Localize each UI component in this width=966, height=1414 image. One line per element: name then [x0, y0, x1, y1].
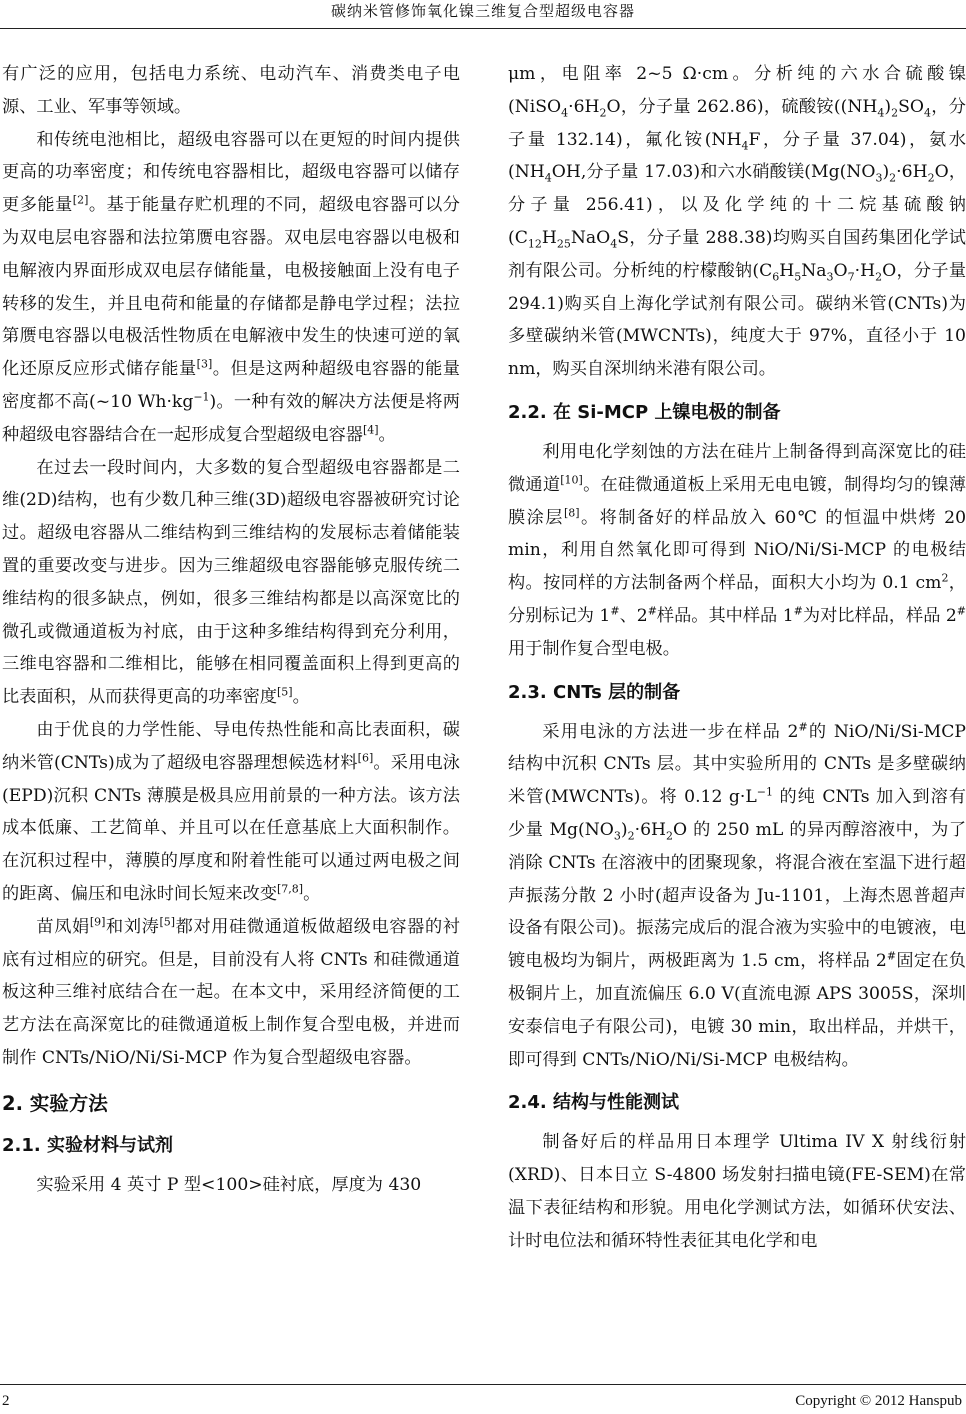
text: OH,分子量 17.03)和六水硝酸镁(Mg(NO [551, 162, 876, 183]
subscript: 12 [527, 237, 542, 251]
text: μm，电阻率 2~5 Ω·cm。分析纯的六水合硫酸镍(NiSO [508, 64, 966, 117]
text: 由于优良的力学性能、导电传热性能和高比表面积，碳纳米管(CNTs)成为了超级电容器理想候选材料 [2, 719, 460, 773]
superscript: # [798, 719, 808, 733]
text: O，分子量 262.86)，硫酸铵((NH [606, 96, 878, 117]
citation[interactable]: [10] [560, 473, 583, 487]
text: O 的 250 mL 的异丙醇溶液中，为了消除 CNTs 在溶液中的团聚现象，将混合液在室温下进行超声振荡分散 2 小时(超声设备为 Ju-1101，上海杰恩普超声设备有限公司)。振荡完成后的混合液为实验中的电镀液，电镀电极均为铜片，两极距离为 1.5 cm，将样品 2 [508, 819, 966, 972]
subscript: 2 [666, 829, 673, 843]
paragraph [2, 911, 460, 1075]
text: 和传统电池相比，超级电容器可以在更短的时间内提供更高的功率密度；和传统电容器相比，超级电容器可以储存更多能量 [2, 129, 460, 216]
subscript: 2 [599, 106, 607, 120]
text: 利用电化学刻蚀的方法在硅片上制备得到高深宽比的硅微通道 [508, 441, 966, 495]
running-header [0, 0, 966, 30]
text: SO [898, 96, 924, 117]
text: ) [620, 819, 628, 840]
text: ·H [854, 260, 876, 281]
citation[interactable]: [4] [362, 423, 379, 437]
text: O，分子量 294.1)购买自上海化学试剂有限公司。碳纳米管(CNTs)为多壁碳纳米管(MWCNTs)，纯度大于 97%，直径小于 10 nm，购买自深圳纳米港有限公司。 [508, 260, 966, 380]
subsection-heading: 2.4. 结构与性能测试 [508, 1092, 679, 1114]
subsection-heading: 2.1. 实验材料与试剂 [2, 1134, 173, 1156]
superscript: # [793, 604, 803, 618]
text: ·6H [896, 162, 928, 183]
subscript: 4 [877, 106, 885, 120]
section-heading: 2. 实验方法 [2, 1091, 108, 1115]
citation[interactable]: [3] [196, 357, 213, 371]
paragraph [508, 716, 966, 1077]
subscript: 2 [627, 829, 635, 843]
text: Na [801, 260, 827, 281]
paragraph [508, 1126, 966, 1257]
text: )。一种有效的解决方法便是将两种超级电容器结合在一起形成复合型超级电容器 [2, 391, 460, 445]
text: F，分子量 37.04)，氨水(NH [508, 129, 966, 183]
text: 苗凤娟 [36, 916, 90, 937]
citation[interactable]: [2] [72, 193, 89, 207]
paragraph [2, 1169, 460, 1202]
copyright-notice: Copyright © 2012 Hanspub [795, 1393, 962, 1409]
text: H [779, 260, 795, 281]
subscript: 4 [561, 106, 569, 120]
subscript: 2 [875, 270, 883, 284]
citation[interactable]: [6] [357, 751, 374, 764]
running-title: 碳纳米管修饰氧化镍三维复合型超级电容器 [330, 2, 635, 20]
citation[interactable]: [5] [159, 914, 176, 928]
text: 用于制作复合型电极。 [508, 638, 680, 659]
text: ·6H [568, 96, 600, 117]
text: 。采用电泳(EPD)沉积 CNTs 薄膜是极具应用前景的一种方法。该方法成本低廉、工艺简单、并且可以在任意基底上大面积制作。在沉积过程中，薄膜的厚度和附着性能可以通过两电极之间的距离、偏压和电泳时间长短来改变 [2, 752, 460, 904]
text: 有广泛的应用，包括电力系统、电动汽车、消费类电子电源、工业、军事等领域。 [2, 64, 460, 117]
page-number: 2 [2, 1393, 10, 1409]
subscript: 2 [927, 171, 935, 185]
superscript: 2 [941, 571, 949, 585]
text: 制备好后的样品用日本理学 Ultima IV X 射线衍射(XRD)、日本日立 S-4800 场发射扫描电镜(FE-SEM)在常温下表征结构和形貌。用电化学测试方法，如循环伏安法、计时电位法和循环特性表征其电化学和电 [508, 1132, 966, 1251]
footer-divider [0, 1384, 966, 1385]
paragraph [508, 58, 966, 386]
text: 。 [303, 883, 321, 904]
paragraph [2, 124, 460, 452]
text: NaO [570, 227, 611, 248]
text: 。 [292, 687, 310, 708]
citation[interactable]: [7,8] [277, 882, 304, 896]
text: 、2 [619, 605, 648, 626]
subscript: 3 [826, 270, 834, 284]
text: ) [884, 96, 892, 117]
text: ，分别标记为 1 [508, 573, 966, 626]
subscript: 3 [875, 171, 883, 185]
citation[interactable]: [9] [89, 914, 106, 928]
paragraph [2, 714, 460, 911]
subscript: 4 [923, 106, 931, 120]
text: 。 [378, 424, 396, 445]
paragraph [2, 58, 460, 124]
subsection-heading: 2.2. 在 Si-MCP 上镍电极的制备 [508, 401, 781, 423]
text: 。将制备好的样品放入 60℃ 的恒温中烘烤 20 min，利用自然氧化即可得到 NiO/Ni/Si-MCP 的电极结构。按同样的方法制备两个样品，面积大小均为 0.1 cm [508, 507, 966, 594]
superscript: −1 [193, 390, 210, 404]
text: ，分子量 132.14)，氟化铵(NH [508, 96, 966, 150]
subscript: 2 [889, 171, 897, 185]
subscript: 6 [772, 270, 780, 284]
text: ) [882, 162, 890, 183]
subscript: 2 [891, 106, 899, 120]
text: 样品。其中样品 1 [656, 605, 794, 626]
paragraph [2, 452, 460, 714]
text: 采用电泳的方法进一步在样品 2 [542, 721, 799, 742]
citation[interactable]: [5] [277, 685, 293, 699]
superscript: # [610, 604, 620, 618]
right-column [508, 58, 966, 1258]
text: 。在硅微通道板上采用无电电镀，制得均匀的镍薄膜涂层 [508, 474, 966, 528]
text: 。但是这两种超级电容器的能量密度都不高(~10 Wh·kg [2, 359, 460, 412]
subscript: 3 [613, 829, 621, 843]
subscript: 5 [794, 270, 802, 284]
subscript: 4 [741, 139, 749, 153]
text: 。基于能量存贮机理的不同，超级电容器可以分为双电层电容器和法拉第赝电容器。双电层电容器以电极和电解液内界面形成双电层存储能量，电极接触面上没有电子转移的发生，并且电荷和能量的存储都是静电学过程；法拉第赝电容器以电极活性物质在电解液中发生的快速可逆的氧化还原反应形式储存能量 [2, 195, 460, 380]
superscript: −1 [756, 785, 773, 799]
superscript: # [647, 604, 657, 618]
text: O [833, 260, 848, 281]
text: S，分子量 288.38)均购买自国药集团化学试剂有限公司。分析纯的柠檬酸钠(C [508, 227, 966, 281]
subscript: 4 [544, 171, 552, 185]
subsection-heading: 2.3. CNTs 层的制备 [508, 681, 681, 703]
text: 和刘涛 [105, 916, 160, 937]
text: 的纯 CNTs 加入到溶有少量 Mg(NO [508, 787, 966, 840]
text: 的 NiO/Ni/Si-MCP 结构中沉积 CNTs 层。其中实验所用的 CNTs 是多壁碳纳米管(MWCNTs)。将 0.12 g·L [508, 721, 966, 808]
citation[interactable]: [8] [563, 505, 580, 519]
text: 为对比样品，样品 2 [802, 605, 957, 626]
text: ·6H [634, 819, 666, 840]
superscript: # [956, 604, 966, 618]
text: 都对用硅微通道板做超级电容器的衬底有过相应的研究。但是，目前没有人将 CNTs 和硅微通道板这种三维衬底结合在一起。在本文中，采用经济简便的工艺方法在高深宽比的硅微通道板上制作复合型电极，并进而制作 CNTs/NiO/Ni/Si-MCP 作为复合型超级电容器。 [2, 916, 460, 1068]
left-column [2, 58, 460, 1202]
text: 实验采用 4 英寸 P 型<100>硅衬底，厚度为 430 [36, 1174, 422, 1195]
paragraph [508, 436, 966, 666]
superscript: # [886, 949, 897, 963]
subscript: 4 [610, 237, 618, 251]
subscript: 7 [847, 270, 855, 284]
header-divider [0, 28, 966, 29]
text: 在过去一段时间内，大多数的复合型超级电容器都是二维(2D)结构，也有少数几种三维(3D)超级电容器被研究讨论过。超级电容器从二维结构到三维结构的发展标志着储能装置的重要改变与进步。因为三维超级电容器能够克服传统二维结构的很多缺点，例如，很多三维结构都是以高深宽比的微孔或微通道板为衬底，由于这种多维结构得到充分利用，三维电容器和二维相比，能够在相同覆盖面积上得到更高的比表面积，从而获得更高的功率密度 [2, 457, 460, 708]
text: 固定在负极铜片上，加直流偏压 6.0 V(直流电源 APS 3005S，深圳安泰信电子有限公司)，电镀 30 min，取出样品，并烘干，即可得到 CNTs/NiO/Ni/Si-MCP 电极结构。 [508, 951, 966, 1070]
text: O，分子量 256.41)，以及化学纯的十二烷基硫酸钠(C [508, 162, 966, 248]
text: H [541, 227, 557, 248]
subscript: 25 [556, 237, 571, 251]
